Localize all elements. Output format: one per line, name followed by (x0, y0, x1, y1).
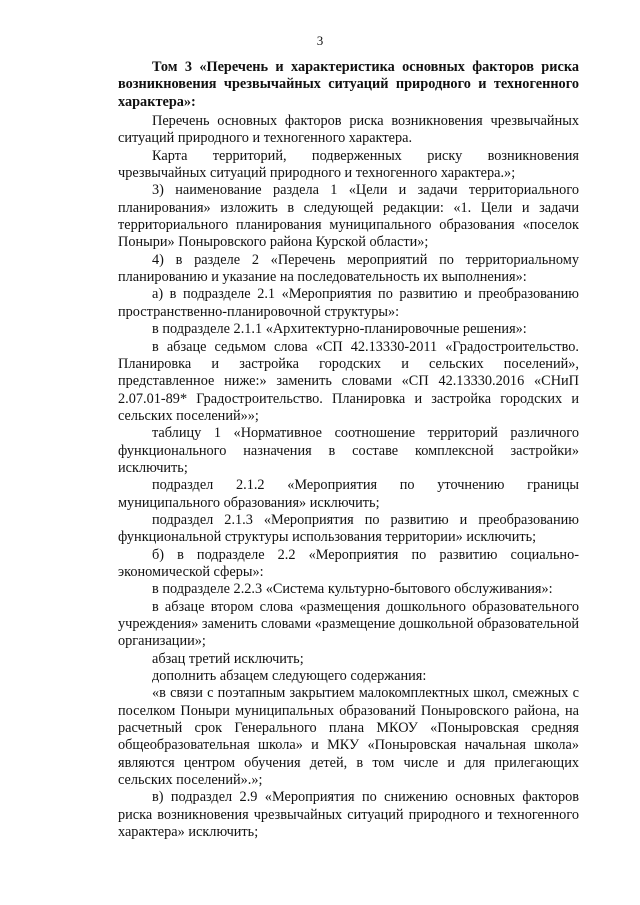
paragraph-table-1: таблицу 1 «Нормативное соотношение территорий различного функционального назначения в составе комплексной застройки» исключить; (118, 425, 579, 476)
paragraph-third-paragraph: абзац третий исключить; (152, 650, 304, 667)
paragraph-subitem-a: а) в подразделе 2.1 «Мероприятия по развитию и преобразованию пространственно-планировочной структуры»: (118, 286, 579, 320)
paragraph-subsection-2-1-1: в подразделе 2.1.1 «Архитектурно-планировочные решения»: (152, 321, 527, 338)
paragraph-item-4: 4) в разделе 2 «Перечень мероприятий по территориальному планированию и указание на последовательность их выполнения»: (118, 251, 579, 286)
paragraph-second-paragraph: в абзаце втором слова «размещения дошкольного образовательного учреждения» заменить словами «размещение дошкольной образовательной организации»; (118, 598, 579, 650)
paragraph-schools-quote: «в связи с поэтапным закрытием малокомплектных школ, смежных с поселком Поныри муниципальных образований Поныровского района, на расчетный срок Генерального плана МКОУ «Поныровская средняя общеобразовательная школа» и МКУ «Поныровская начальная школа» являются центром обучения детей, в том числе и для прилегающих сельских поселений».»; (118, 685, 579, 789)
paragraph-subitem-c: в) подраздел 2.9 «Мероприятия по снижению основных факторов риска возникновения чрезвычайных ситуаций природного и техногенного характера» исключить; (118, 789, 579, 841)
paragraph-subitem-b: б) в подразделе 2.2 «Мероприятия по развитию социально-экономической сферы»: (118, 546, 579, 580)
paragraph-risk-factors-list: Перечень основных факторов риска возникновения чрезвычайных ситуаций природного и техногенного характера. (118, 113, 579, 147)
paragraph-item-3: 3) наименование раздела 1 «Цели и задачи территориального планирования» изложить в следующей редакции: «1. Цели и задачи территориального планирования муниципального образования «поселок Поныри» Поныровского района Курской области»; (118, 182, 579, 251)
paragraph-subsection-2-2-3: в подразделе 2.2.3 «Система культурно-бытового обслуживания»: (152, 581, 553, 598)
section-heading: Том 3 «Перечень и характеристика основных факторов риска возникновения чрезвычайных ситуаций природного и техногенного характера»: (118, 59, 579, 110)
paragraph-subsection-2-1-2: подраздел 2.1.2 «Мероприятия по уточнению границы муниципального образования» исключить; (118, 477, 579, 511)
page-number: 3 (316, 33, 324, 48)
paragraph-paragraph-seven: в абзаце седьмом слова «СП 42.13330-2011 «Градостроительство. Планировка и застройка городских и сельских поселений», представленное ниже:» заменить словами «СП 42.13330.2016 «СНиП 2.07.01-89* Градостроительство. Планировка и застройка городских и сельских поселений»»; (118, 338, 579, 424)
paragraph-subsection-2-1-3: подраздел 2.1.3 «Мероприятия по развитию и преобразованию функциональной структуры использования территории» исключить; (118, 511, 579, 546)
paragraph-supplement: дополнить абзацем следующего содержания: (152, 668, 427, 685)
paragraph-risk-map: Карта территорий, подверженных риску возникновения чрезвычайных ситуаций природного и техногенного характера.»; (118, 147, 579, 182)
document-body (118, 59, 579, 841)
